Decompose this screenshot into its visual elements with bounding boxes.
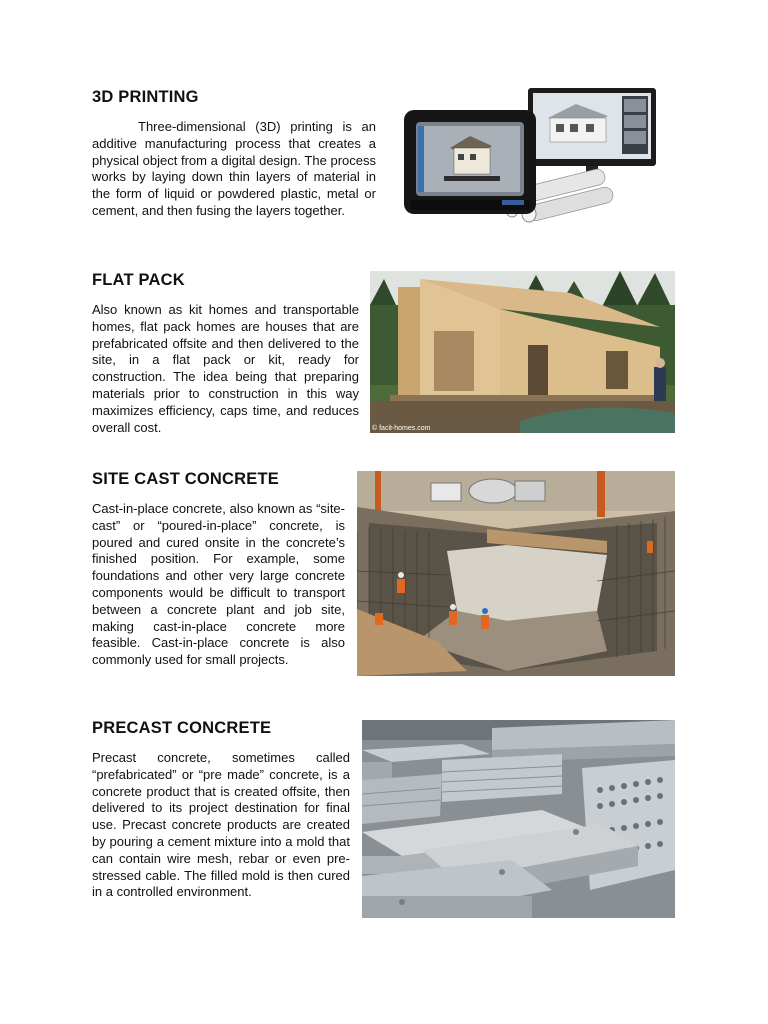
section-site-cast-concrete — [92, 470, 345, 669]
section-title: FLAT PACK — [92, 271, 185, 289]
precast-concrete-slabs-image — [362, 720, 675, 918]
3d-printer-house-model-image — [398, 86, 676, 242]
image-credit: © facit-homes.com — [372, 425, 431, 432]
section-title: SITE CAST CONCRETE — [92, 470, 279, 488]
section-3d-printing — [92, 88, 376, 220]
section-body: Also known as kit homes and transportable homes, flat pack homes are houses that are prefabricated offsite and then delivered to the site, in a flat pack or kit, ready for construction. The idea being that preparing materials prior to construction in this way maximizes efficiency, caps time, and reduces overall cost. — [92, 302, 359, 435]
section-title: PRECAST CONCRETE — [92, 719, 272, 737]
section-body: Three-dimensional (3D) printing is an additive manufacturing process that creates a physical object from a digital design. The process works by laying down thin layers of material in the form of liquid or powdered plastic, metal or cement, and then fusing the layers together. — [92, 119, 376, 218]
flat-pack-timber-house-image — [370, 271, 675, 433]
site-cast-rebar-foundation-image — [357, 471, 675, 676]
section-precast-concrete — [92, 719, 350, 901]
section-title: 3D PRINTING — [92, 88, 199, 106]
section-flat-pack — [92, 271, 359, 436]
section-body: Cast-in-place concrete, also known as “site-cast” or “poured-in-place” concrete, is poured and cured onsite in the concrete’s finished position. For example, some foundations and other very large concrete components would be difficult to transport between a concrete plant and job site, making cast-in-place concrete more feasible. Cast-in-place concrete is also commonly used for small projects. — [92, 501, 345, 668]
section-body: Precast concrete, sometimes called “prefabricated” or “pre made” concrete, is a concrete product that is created offsite, then delivered to its project destination for final use. Precast concrete products are created by pouring a cement mixture into a mold that can contain wire mesh, rebar or even pre-stressed cable. The filled mold is then cured in a controlled environment. — [92, 750, 350, 900]
